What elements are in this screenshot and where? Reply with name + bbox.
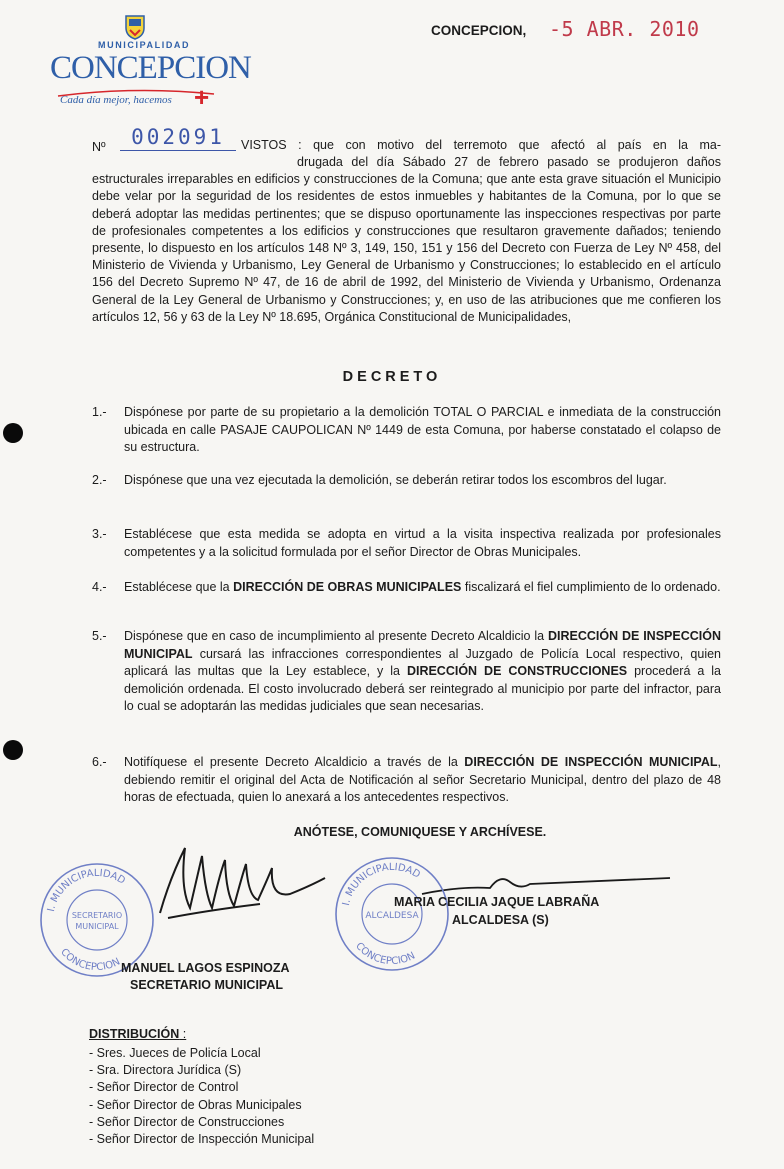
- distribution-item: - Sres. Jueces de Policía Local: [89, 1046, 261, 1060]
- article-text-segment: Dispónese que en caso de incumplimiento al presente Decreto Alcaldicio la: [124, 629, 548, 643]
- decreto-heading: DECRETO: [342, 369, 442, 385]
- article-bold-text: DIRECCIÓN DE INSPECCIÓN MUNICIPAL: [464, 755, 718, 769]
- article-text-segment: fiscalizará el fiel cumplimiento de lo ordenado.: [461, 580, 721, 594]
- mayor-title: ALCALDESA (S): [452, 913, 549, 927]
- article-bold-text: DIRECCIÓN DE CONSTRUCCIONES: [406, 664, 628, 678]
- secretary-signature: [150, 838, 340, 933]
- decree-article: [92, 579, 721, 597]
- article-number: 6.-: [92, 755, 107, 769]
- secretary-seal-top-text: I. MUNICIPALIDAD: [45, 867, 127, 913]
- decree-number-label: Nº: [92, 140, 106, 154]
- logo-slogan: Cada día mejor, hacemos: [60, 94, 172, 106]
- article-number: 4.-: [92, 580, 107, 594]
- article-text: [124, 526, 721, 561]
- logo-city-text: CONCEPCION: [50, 50, 251, 86]
- distribution-item: - Sra. Directora Jurídica (S): [89, 1063, 242, 1078]
- decree-article: [92, 526, 721, 561]
- logo-municipalidad-text: MUNICIPALIDAD: [98, 40, 191, 50]
- decree-article: [92, 404, 721, 457]
- municipal-logo: [46, 14, 251, 124]
- mayor-seal-bottom-text: CONCEPCION: [353, 940, 418, 968]
- article-number: 1.-: [92, 405, 107, 419]
- vistos-body-text: drugada del día Sábado 27 de febrero pasado se produjeron daños estructurales irreparables en edificios y construcciones de la Comuna; que ante esta grave situación el Municipio debe velar por la seguridad de los residentes de estos inmuebles y habitantes de la Comuna, por lo que se deberá adoptar las medidas pertinentes; que se dispuso oportunamente las inspecciones respectivas por parte de profesionales competentes a los edificios y construcciones que resultaron gravemente dañados; teniendo presente, lo dispuesto en los artículos 148 Nº 3, 149, 150, 151 y 156 del Decreto con Fuerza de Ley Nº 458, del Ministerio de Vivienda y Urbanismo, Ley General de Urbanismo y Construcciones; lo establecido en el artículo 156 del Decreto Supremo Nº 47, de 16 de abril de 1992, del Ministerio de Vivienda y Urbanismo, Ordenanza General de la Ley General de Urbanismo y Construcciones; y, en uso de las atribuciones que me confieren los artículos 12, 56 y 63 de la Ley Nº 18.695, Orgánica Constitucional de Municipalidades,: [92, 155, 721, 324]
- distribution-item: - Señor Director de Construcciones: [89, 1114, 285, 1129]
- article-text: [124, 754, 721, 807]
- article-text-segment: , debiendo remitir el original del Acta de Notificación al señor Secretario Municipal, dentro del plazo de 48 horas de efectuada, quien lo anexará a los antecedentes respectivos.: [124, 755, 721, 804]
- article-text-segment: Dispónese por parte de su propietario a la demolición TOTAL O PARCIAL e inmediata de la construcción ubicada en calle PASAJE CAUPOLICAN Nº 1449 de esta Comuna, por haberse constatado el colapso de su estructura.: [124, 405, 721, 454]
- article-bold-text: DIRECCIÓN DE INSPECCIÓN MUNICIPAL: [124, 629, 721, 661]
- article-text: [124, 628, 721, 716]
- svg-text:CONCEPCION: [58, 947, 122, 973]
- distribution-item: - Señor Director de Control: [89, 1080, 239, 1095]
- article-text-segment: Notifíquese el presente Decreto Alcaldicio a través de la: [124, 755, 465, 769]
- article-number: 5.-: [92, 629, 107, 643]
- secretary-seal-center-1: SECRETARIO: [71, 911, 123, 920]
- closing-formula: ANÓTESE, COMUNIQUESE Y ARCHÍVESE.: [293, 825, 547, 839]
- secretary-seal-center-2: MUNICIPAL: [75, 922, 119, 931]
- distribution-item: - Señor Director de Obras Municipales: [89, 1097, 302, 1112]
- distribution-title: DISTRIBUCIÓN: [89, 1027, 180, 1041]
- article-text: [124, 579, 721, 597]
- article-text: [124, 472, 721, 490]
- article-text-segment: Dispónese que una vez ejecutada la demolición, se deberán retirar todos los escombros del lugar.: [124, 473, 667, 487]
- vistos-first-line: VISTOS : que con motivo del terremoto que afectó al país en la ma-: [241, 138, 721, 152]
- mayor-seal-center: ALCALDESA: [365, 911, 419, 921]
- distribution-colon: :: [179, 1027, 187, 1041]
- svg-text:CONCEPCION: [353, 941, 417, 967]
- article-text: [124, 404, 721, 457]
- secretary-seal-bottom-text: CONCEPCION: [58, 946, 123, 974]
- article-text-segment: Establécese que esta medida se adopta en virtud a la visita inspectiva realizada por profesionales competentes y a la solicitud formulada por el señor Director de Obras Municipales.: [124, 527, 721, 559]
- secretary-name: MANUEL LAGOS ESPINOZA: [121, 961, 290, 975]
- article-number: 3.-: [92, 527, 107, 541]
- mayor-name: MARIA CECILIA JAQUE LABRAÑA: [394, 895, 600, 909]
- vistos-paragraph: [92, 154, 721, 326]
- article-text-segment: procederá a la demolición ordenada. El costo involucrado deberá ser reintegrado al municipio por parte del infractor, para lo cual se adoptarán las medidas judiciales que sean necesarias.: [124, 664, 721, 713]
- decree-article: [92, 754, 721, 807]
- place-label: CONCEPCION,: [431, 23, 527, 38]
- distribution-list: [89, 1045, 314, 1148]
- coat-of-arms-icon: [124, 14, 146, 40]
- secretary-title: SECRETARIO MUNICIPAL: [130, 978, 284, 992]
- decree-number: 002091: [120, 125, 236, 151]
- article-text-segment: cursará las infracciones correspondientes al Juzgado de Policía Local respectivo, quien aplicará las multas que la Ley establece, y la: [124, 646, 721, 678]
- article-text-segment: Establécese que la: [124, 580, 234, 594]
- decree-article: [92, 628, 721, 716]
- distribution-item: - Señor Director de Inspección Municipal: [89, 1132, 315, 1147]
- logo-swoosh-icon: [56, 88, 216, 98]
- article-number: 2.-: [92, 473, 107, 487]
- punch-hole-top: [3, 423, 23, 443]
- mayor-seal: [330, 852, 455, 977]
- punch-hole-bottom: [3, 740, 23, 760]
- decree-article: [92, 472, 721, 490]
- mayor-seal-top-text: I. MUNICIPALIDAD: [340, 861, 422, 907]
- distribution-heading: [89, 1027, 186, 1041]
- date-stamp: -5 ABR. 2010: [549, 17, 700, 41]
- article-bold-text: DIRECCIÓN DE OBRAS MUNICIPALES: [233, 580, 462, 594]
- logo-plus-mark: +: [194, 82, 210, 112]
- svg-text:I. MUNICIPALIDAD: [46, 868, 127, 913]
